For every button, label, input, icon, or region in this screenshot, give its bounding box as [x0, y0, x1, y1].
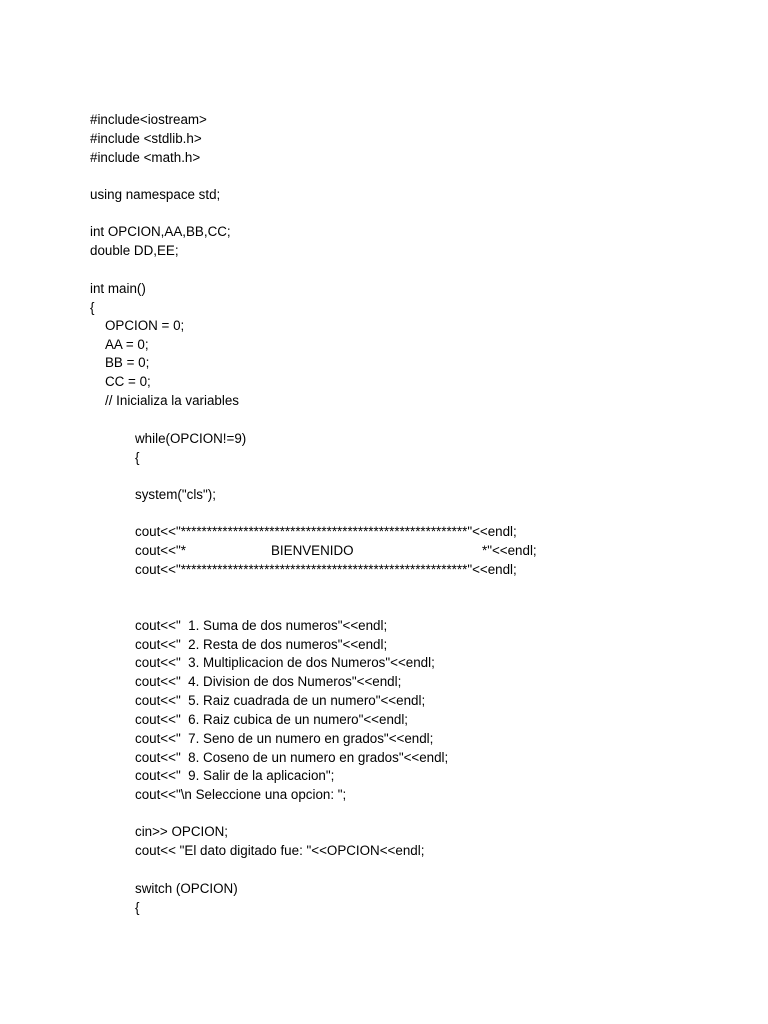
code-line-comment: // Inicializa la variables — [105, 393, 239, 408]
code-line-while: while(OPCION!=9) — [135, 431, 247, 446]
code-line-switch: switch (OPCION) — [135, 881, 238, 896]
code-line-banner-middle — [135, 543, 535, 559]
code-line-switch-open-brace: { — [135, 900, 140, 915]
code-line-menu-1: cout<<" 1. Suma de dos numeros"<<endl; — [135, 618, 388, 633]
code-line-decl-int: int OPCION,AA,BB,CC; — [90, 224, 231, 239]
code-line-menu-3: cout<<" 3. Multiplicacion de dos Numeros"<<endl; — [135, 655, 435, 670]
banner-prefix: cout<<"* — [135, 543, 186, 558]
banner-suffix: *"<<endl; — [482, 543, 537, 558]
code-line-menu-8: cout<<" 8. Coseno de un numero en grados"<<endl; — [135, 750, 449, 765]
code-line-init-aa: AA = 0; — [105, 337, 149, 352]
code-line-menu-2: cout<<" 2. Resta de dos numeros"<<endl; — [135, 637, 388, 652]
code-line-init-bb: BB = 0; — [105, 355, 150, 370]
code-line-init-opcion: OPCION = 0; — [105, 318, 185, 333]
code-line-include-math: #include <math.h> — [90, 150, 201, 165]
code-line-banner-bottom: cout<<"*******************************************************"<<endl; — [135, 562, 517, 577]
code-line-menu-5: cout<<" 5. Raiz cuadrada de un numero"<<endl; — [135, 693, 426, 708]
code-line-menu-4: cout<<" 4. Division de dos Numeros"<<endl; — [135, 674, 402, 689]
code-line-include-stdlib: #include <stdlib.h> — [90, 131, 202, 146]
code-line-main-signature: int main() — [90, 281, 146, 296]
code-line-menu-9: cout<<" 9. Salir de la aplicacion"; — [135, 768, 335, 783]
code-line-while-open-brace: { — [135, 450, 140, 465]
code-line-banner-top: cout<<"*******************************************************"<<endl; — [135, 524, 517, 539]
code-line-menu-prompt: cout<<"\n Seleccione una opcion: "; — [135, 787, 347, 802]
code-line-menu-6: cout<<" 6. Raiz cubica de un numero"<<endl; — [135, 712, 409, 727]
code-line-cout-dato: cout<< "El dato digitado fue: "<<OPCION<<endl; — [135, 843, 425, 858]
code-line-using-namespace: using namespace std; — [90, 187, 221, 202]
code-line-decl-double: double DD,EE; — [90, 243, 179, 258]
code-line-main-open-brace: { — [90, 300, 95, 315]
code-line-include-iostream: #include<iostream> — [90, 112, 207, 127]
code-line-cin: cin>> OPCION; — [135, 824, 229, 839]
code-line-system-cls: system("cls"); — [135, 487, 216, 502]
code-line-menu-7: cout<<" 7. Seno de un numero en grados"<<endl; — [135, 731, 434, 746]
banner-title: BIENVENIDO — [271, 543, 354, 558]
code-line-init-cc: CC = 0; — [105, 374, 151, 389]
